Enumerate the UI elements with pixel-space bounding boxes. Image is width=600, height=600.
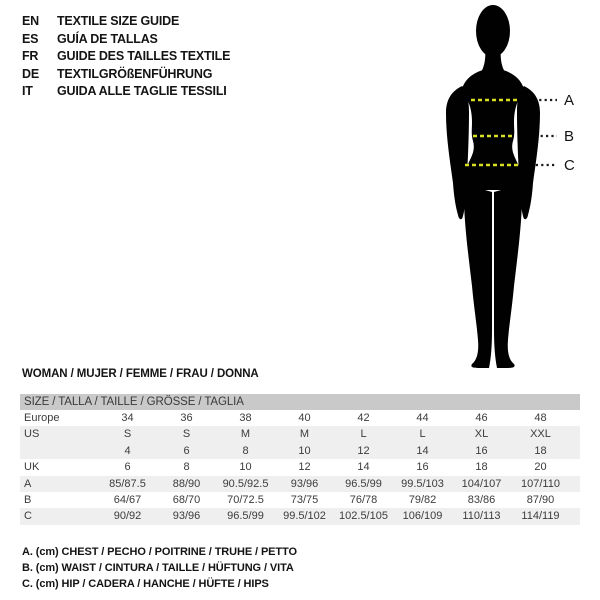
language-row <box>22 83 230 101</box>
size-value: 76/78 <box>349 493 378 506</box>
language-title: GUIDA ALLE TAGLIE TESSILI <box>57 84 227 98</box>
size-value: 93/96 <box>290 477 319 490</box>
row-label: UK <box>24 461 40 474</box>
size-value: 99.5/102 <box>283 510 326 523</box>
size-value: 96.5/99 <box>227 510 264 523</box>
size-value: 6 <box>183 444 190 457</box>
size-value: S <box>182 428 191 441</box>
legend-line: C. (cm) HIP / CADERA / HANCHE / HÜFTE / HIPS <box>22 577 269 590</box>
silhouette-left-leg <box>464 184 492 368</box>
size-value: 70/72.5 <box>227 493 264 506</box>
row-label: B <box>24 493 32 506</box>
size-value: 114/119 <box>521 510 560 523</box>
size-table-header: SIZE / TALLA / TAILLE / GRÖSSE / TAGLIA <box>20 394 580 410</box>
size-value: 40 <box>298 412 311 424</box>
language-title: GUIDE DES TAILLES TEXTILE <box>57 49 231 63</box>
row-label: C <box>24 510 32 523</box>
size-value: 48 <box>534 412 547 424</box>
size-value: 18 <box>475 461 488 474</box>
size-value: 12 <box>298 461 311 474</box>
silhouette-right-leg <box>494 184 522 368</box>
language-title: TEXTILGRÖßENFÜHRUNG <box>57 66 213 81</box>
size-value: 36 <box>180 412 193 424</box>
woman-silhouette-diagram <box>425 0 600 370</box>
language-title: TEXTILE SIZE GUIDE <box>57 14 180 28</box>
size-value: 85/87.5 <box>109 477 146 490</box>
language-code: FR <box>22 49 39 63</box>
table-row <box>20 443 580 459</box>
size-table <box>20 394 580 525</box>
size-value: 83/86 <box>467 493 496 506</box>
size-value: 46 <box>475 412 488 424</box>
table-row <box>20 410 580 426</box>
language-row <box>22 31 230 49</box>
size-value: 44 <box>416 412 429 424</box>
language-list <box>22 13 230 101</box>
legend-line: A. (cm) CHEST / PECHO / POITRINE / TRUHE / PETTO <box>22 546 297 558</box>
language-row <box>22 48 230 66</box>
size-value: L <box>360 428 367 441</box>
row-label: Europe <box>24 412 60 424</box>
size-value: 20 <box>534 461 547 474</box>
language-code: ES <box>22 31 39 46</box>
row-label: A <box>24 477 32 490</box>
language-code: DE <box>22 66 39 81</box>
size-value: 14 <box>357 461 370 474</box>
size-value: L <box>419 428 426 441</box>
size-value: 104/107 <box>461 477 502 490</box>
size-value: 79/82 <box>408 493 437 506</box>
size-value: 16 <box>416 461 429 474</box>
size-value: M <box>299 428 310 441</box>
size-value: 110/113 <box>462 510 501 523</box>
size-table-body <box>20 410 580 525</box>
section-title: WOMAN / MUJER / FEMME / FRAU / DONNA <box>22 368 259 380</box>
size-value: XL <box>474 428 489 441</box>
size-value: XXL <box>530 428 551 441</box>
measurement-figure <box>425 0 600 370</box>
legend-line: B. (cm) WAIST / CINTURA / TAILLE / HÜFTUNG / VITA <box>22 561 294 574</box>
size-value: 99.5/103 <box>401 477 444 490</box>
language-row <box>22 13 230 31</box>
size-value: 10 <box>298 444 311 457</box>
language-row <box>22 66 230 84</box>
table-row <box>20 459 580 475</box>
size-value: 8 <box>183 461 190 474</box>
size-value: 107/110 <box>521 477 560 490</box>
size-value: 64/67 <box>113 493 142 506</box>
size-value: 106/109 <box>402 510 443 523</box>
language-code: IT <box>22 84 33 98</box>
size-value: 96.5/99 <box>345 477 382 490</box>
size-value: 10 <box>239 461 252 474</box>
language-code: EN <box>22 14 39 28</box>
size-value: 88/90 <box>172 477 201 490</box>
size-value: 38 <box>239 412 252 424</box>
size-value: 12 <box>357 444 370 457</box>
measurement-legend <box>22 545 297 592</box>
size-value: M <box>240 428 251 441</box>
size-value: 73/75 <box>290 493 319 506</box>
size-value: 90/92 <box>113 510 142 523</box>
size-value: S <box>123 428 132 441</box>
table-row <box>20 426 580 442</box>
marker-label-chest: A <box>564 92 575 109</box>
size-value: 34 <box>121 412 134 424</box>
language-title: GUÍA DE TALLAS <box>57 31 158 46</box>
row-label <box>20 443 98 459</box>
table-row <box>20 492 580 508</box>
size-value: 87/90 <box>526 493 555 506</box>
table-row <box>20 508 580 524</box>
size-value: 16 <box>475 444 488 457</box>
silhouette-torso <box>462 70 524 190</box>
woman-silhouette <box>446 5 540 368</box>
size-value: 14 <box>416 444 429 457</box>
row-label: US <box>24 428 40 441</box>
size-value: 90.5/92.5 <box>222 477 269 490</box>
size-value: 6 <box>124 461 131 474</box>
table-row <box>20 476 580 492</box>
marker-label-waist: B <box>564 128 575 145</box>
size-value: 93/96 <box>172 510 201 523</box>
size-value: 102.5/105 <box>339 510 388 523</box>
size-value: 68/70 <box>172 493 201 506</box>
size-value: 42 <box>357 412 370 424</box>
marker-label-hip: C <box>564 157 575 174</box>
size-value: 8 <box>242 444 249 457</box>
size-value: 4 <box>124 444 131 457</box>
size-value: 18 <box>534 444 547 457</box>
